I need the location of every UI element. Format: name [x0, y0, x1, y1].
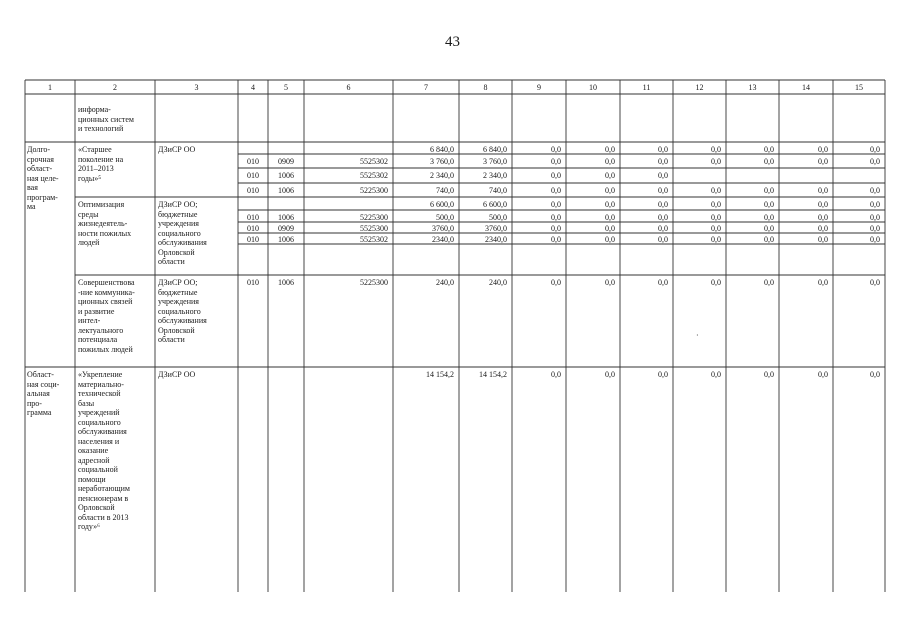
table-cell: 0,0 — [764, 157, 774, 166]
table-cell: 0,0 — [870, 370, 880, 379]
executor-4: ДЗиСР ОО — [158, 370, 196, 379]
header-col-9: 9 — [537, 83, 541, 92]
header-col-2: 2 — [113, 83, 117, 92]
table-cell: 0,0 — [870, 186, 880, 195]
table-cell: 0,0 — [870, 224, 880, 233]
table-cell: 0,0 — [551, 171, 561, 180]
table-cell: 0,0 — [711, 370, 721, 379]
executor-1: ДЗиСР ОО — [158, 145, 196, 154]
program-name-environment: Оптимизация среды жизнедеятель- ности пожилых людей — [78, 200, 132, 247]
table-cell: 5525300 — [360, 224, 388, 233]
table-cell: 0,0 — [711, 157, 721, 166]
table-cell: 0909 — [278, 157, 294, 166]
table-cell: 0,0 — [551, 200, 561, 209]
table-cell: 0,0 — [870, 200, 880, 209]
table-cell: 0,0 — [551, 145, 561, 154]
table-cell: 5525302 — [360, 171, 388, 180]
table-cell: 2 340,0 — [483, 171, 507, 180]
table-cell: 1006 — [278, 278, 294, 287]
header-col-7: 7 — [424, 83, 428, 92]
table-cell: 5225300 — [360, 278, 388, 287]
table-cell: 0,0 — [870, 145, 880, 154]
table-cell: 0,0 — [605, 278, 615, 287]
table-cell: 5225300 — [360, 186, 388, 195]
table-cell: 6 600,0 — [483, 200, 507, 209]
header-col-13: 13 — [748, 83, 757, 92]
table-cell: 0,0 — [764, 235, 774, 244]
table-cell: 0,0 — [711, 213, 721, 222]
table-cell: 740,0 — [436, 186, 454, 195]
table-cell: 0,0 — [658, 157, 668, 166]
table-cell: 0,0 — [658, 224, 668, 233]
table-cell: 0,0 — [551, 235, 561, 244]
table-cell: 2340,0 — [485, 235, 507, 244]
table-cell: 0,0 — [711, 200, 721, 209]
table-cell: 0,0 — [764, 278, 774, 287]
table-cell: 0,0 — [605, 145, 615, 154]
table-cell: 240,0 — [436, 278, 454, 287]
table-cell: 0,0 — [818, 157, 828, 166]
header-col-8: 8 — [483, 83, 488, 92]
table-cell: 0,0 — [605, 235, 615, 244]
header-col-11: 11 — [642, 83, 651, 92]
table-cell: 0,0 — [870, 213, 880, 222]
header-col-14: 14 — [802, 83, 810, 92]
table-cell: 2 340,0 — [430, 171, 454, 180]
table-cell: 0,0 — [818, 186, 828, 195]
table-cell: 2340,0 — [432, 235, 454, 244]
table-cell: 0,0 — [764, 200, 774, 209]
program-name-old-generation: «Старшее поколение на 2011–2013 годы»⁵ — [78, 145, 124, 183]
table-cell: 0,0 — [764, 370, 774, 379]
table-cell: 6 840,0 — [483, 145, 507, 154]
table-cell: 3760,0 — [432, 224, 454, 233]
table-cell: 0,0 — [711, 278, 721, 287]
table-cell: 1006 — [278, 186, 294, 195]
table-cell: 0,0 — [818, 224, 828, 233]
table-cell: 0,0 — [551, 186, 561, 195]
page-number: 43 — [445, 34, 460, 50]
table-cell: 010 — [247, 235, 259, 244]
program-category-2: Област- ная соци- альная про- грамма — [27, 370, 60, 417]
table-cell: 010 — [247, 278, 259, 287]
table-cell: 6 600,0 — [430, 200, 454, 209]
table-cell: 0,0 — [551, 278, 561, 287]
table-cell: 0,0 — [764, 186, 774, 195]
table-cell: 0,0 — [818, 200, 828, 209]
table-cell: 0,0 — [605, 157, 615, 166]
header-col-4: 4 — [251, 83, 255, 92]
table-cell: 0,0 — [658, 278, 668, 287]
table-cell: 0,0 — [818, 213, 828, 222]
executor-2: ДЗиСР ОО; бюджетные учреждения социального обслуживания Орловской области — [158, 200, 207, 266]
header-col-10: 10 — [589, 83, 597, 92]
table-cell: 0,0 — [870, 278, 880, 287]
table-cell: 0,0 — [711, 186, 721, 195]
table-cell: 0,0 — [605, 213, 615, 222]
table-cell: 0,0 — [818, 278, 828, 287]
table-cell: 0,0 — [605, 370, 615, 379]
executor-3: ДЗиСР ОО; бюджетные учреждения социального обслуживания Орловской области — [158, 278, 207, 344]
table-cell: 0,0 — [711, 224, 721, 233]
header-col-1: 1 — [48, 83, 52, 92]
table-cell: 0,0 — [711, 235, 721, 244]
table-cell: 3 760,0 — [430, 157, 454, 166]
continued-program-name: информа- ционных систем и технологий — [78, 105, 134, 133]
scan-dot: · — [696, 331, 699, 340]
table-cell: 0,0 — [870, 235, 880, 244]
table-cell: 0,0 — [818, 145, 828, 154]
table-cell: 0,0 — [658, 171, 668, 180]
table-cell: 0,0 — [658, 213, 668, 222]
table-cell: 500,0 — [436, 213, 454, 222]
header-col-3: 3 — [194, 83, 199, 92]
header-col-12: 12 — [695, 83, 704, 92]
table-cell: 0,0 — [764, 213, 774, 222]
table-cell: 740,0 — [489, 186, 507, 195]
table-cell: 500,0 — [489, 213, 507, 222]
table-cell: 0,0 — [605, 224, 615, 233]
table-cell: 0,0 — [605, 171, 615, 180]
table-cell: 0,0 — [551, 370, 561, 379]
table-cell: 010 — [247, 186, 259, 195]
table-cell: 5525302 — [360, 235, 388, 244]
table-cell: 14 154,2 — [426, 370, 454, 379]
table-cell: 0909 — [278, 224, 294, 233]
table-cell: 0,0 — [658, 145, 668, 154]
table-cell: 1006 — [278, 213, 294, 222]
program-name-communications: Совершенствова -ние коммуника- ционных связей и развитие интел- лектуального потенциала пожилых людей — [78, 278, 135, 354]
table-cell: 0,0 — [605, 186, 615, 195]
header-col-5: 5 — [284, 83, 288, 92]
table-cell: 0,0 — [658, 200, 668, 209]
table-cell: 0,0 — [818, 370, 828, 379]
table-cell: 5225300 — [360, 213, 388, 222]
table-cell: 0,0 — [818, 235, 828, 244]
header-col-6: 6 — [346, 83, 351, 92]
table-cell: 0,0 — [658, 235, 668, 244]
table-cell: 0,0 — [605, 200, 615, 209]
table-cell: 1006 — [278, 235, 294, 244]
table-cell: 3 760,0 — [483, 157, 507, 166]
table-cell: 240,0 — [489, 278, 507, 287]
table-cell: 1006 — [278, 171, 294, 180]
table-cell: 010 — [247, 157, 259, 166]
table-cell: 0,0 — [764, 145, 774, 154]
table-cell: 0,0 — [658, 370, 668, 379]
table-cell: 010 — [247, 224, 259, 233]
table-cell: 0,0 — [658, 186, 668, 195]
table-cell: 010 — [247, 213, 259, 222]
table-cell: 0,0 — [870, 157, 880, 166]
program-name-material-base: «Укрепление материально- технической базы учреждений социального обслуживания населения и оказание адресной социальной помощи неработающим пенсионерам в Орловской области в 2013 году»⁶ — [78, 370, 130, 531]
table-cell: 3760,0 — [485, 224, 507, 233]
table-cell: 0,0 — [551, 157, 561, 166]
table-cell: 0,0 — [551, 213, 561, 222]
table-cell: 010 — [247, 171, 259, 180]
table-cell: 0,0 — [711, 145, 721, 154]
table-cell: 5525302 — [360, 157, 388, 166]
header-col-15: 15 — [855, 83, 863, 92]
program-category-1: Долго- срочная област- ная целе- вая програм- ма — [27, 145, 59, 211]
table-cell: 6 840,0 — [430, 145, 454, 154]
table-cell: 0,0 — [551, 224, 561, 233]
table-cell: 14 154,2 — [479, 370, 507, 379]
table-cell: 0,0 — [764, 224, 774, 233]
